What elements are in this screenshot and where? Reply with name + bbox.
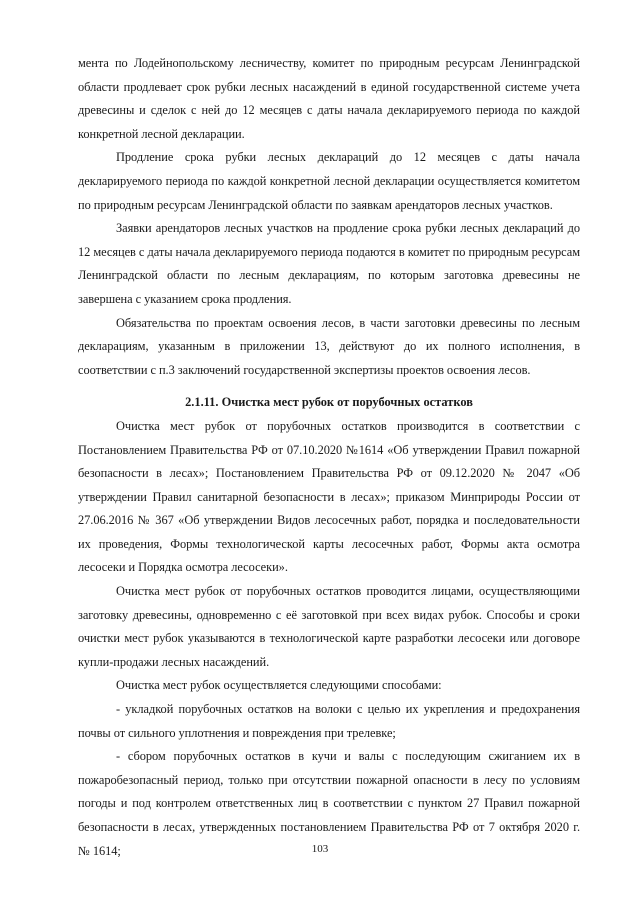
paragraph-methods-intro: Очистка мест рубок осуществляется следующими способами: — [116, 678, 442, 693]
paragraph-obligations: Обязательства по проектам освоения лесов, в части заготовки древесины по лесным декларациям, указанным в приложении 13, действуют до их полного исполнения, в соответствии с п.3 заключений государственной экспертизы проектов освоения лесов. — [78, 315, 580, 377]
paragraph-extension-procedure: Продление срока рубки лесных деклараций до 12 месяцев с даты начала декларируемого периода по каждой конкретной лесной декларации осуществляется комитетом по природным ресурсам Ленинградской области по заявкам арендаторов лесных участков. — [78, 150, 580, 212]
section-heading: 2.1.11. Очистка мест рубок от порубочных остатков — [185, 395, 473, 410]
paragraph-regulations: Очистка мест рубок от порубочных остатков производится в соответствии с Постановлением Правительства РФ от 07.10.2020 №1614 «Об утверждении Правил пожарной безопасности в лесах»; Постановлением Правительства РФ от 09.12.2020 № 2047 «Об утверждении Правил санитарной безопасности в лесах»; приказом Минприроды России от 27.06.2016 № 367 «Об утверждении Видов лесосечных работ, порядка и последовательности их проведения, Формы технологической карты лесосечных работ, Формы акта осмотра лесосеки и Порядка осмотра лесосеки». — [78, 418, 580, 575]
page-number: 103 — [311, 843, 329, 855]
list-item-method-2: - сбором порубочных остатков в кучи и валы с последующим сжиганием их в пожаробезопасный период, только при отсутствии пожарной опасности в лесу по условиям погоды и под контролем ответственных лиц в соответствии с пунктом 27 Правил пожарной безопасности в лесах, утвержденных постановлением Правительства РФ от 7 октября 2020 г. № 1614; — [78, 749, 580, 858]
document-page — [78, 52, 580, 863]
list-item-method-1: - укладкой порубочных остатков на волоки с целью их укрепления и предохранения почвы от сильного уплотнения и повреждения при трелевке; — [78, 702, 580, 740]
paragraph-extension-requests: Заявки арендаторов лесных участков на продление срока рубки лесных деклараций до 12 месяцев с даты начала декларируемого периода подаются в комитет по природным ресурсам Ленинградской области по лесным декларациям, по которым заготовка древесины не завершена с указанием срока продления. — [78, 221, 580, 306]
paragraph-continuation: мента по Лодейнопольскому лесничеству, комитет по природным ресурсам Ленинградской области продлевает срок рубки лесных насаждений в единой государственной системе учета древесины и сделок с ней до 12 месяцев с даты начала декларируемого периода по каждой конкретной лесной декларации. — [78, 56, 580, 141]
paragraph-responsibility: Очистка мест рубок от порубочных остатков проводится лицами, осуществляющими заготовку древесины, одновременно с её заготовкой при всех видах рубок. Способы и сроки очистки мест рубок указываются в технологической карте разработки лесосеки или договоре купли-продажи лесных насаждений. — [78, 584, 580, 669]
